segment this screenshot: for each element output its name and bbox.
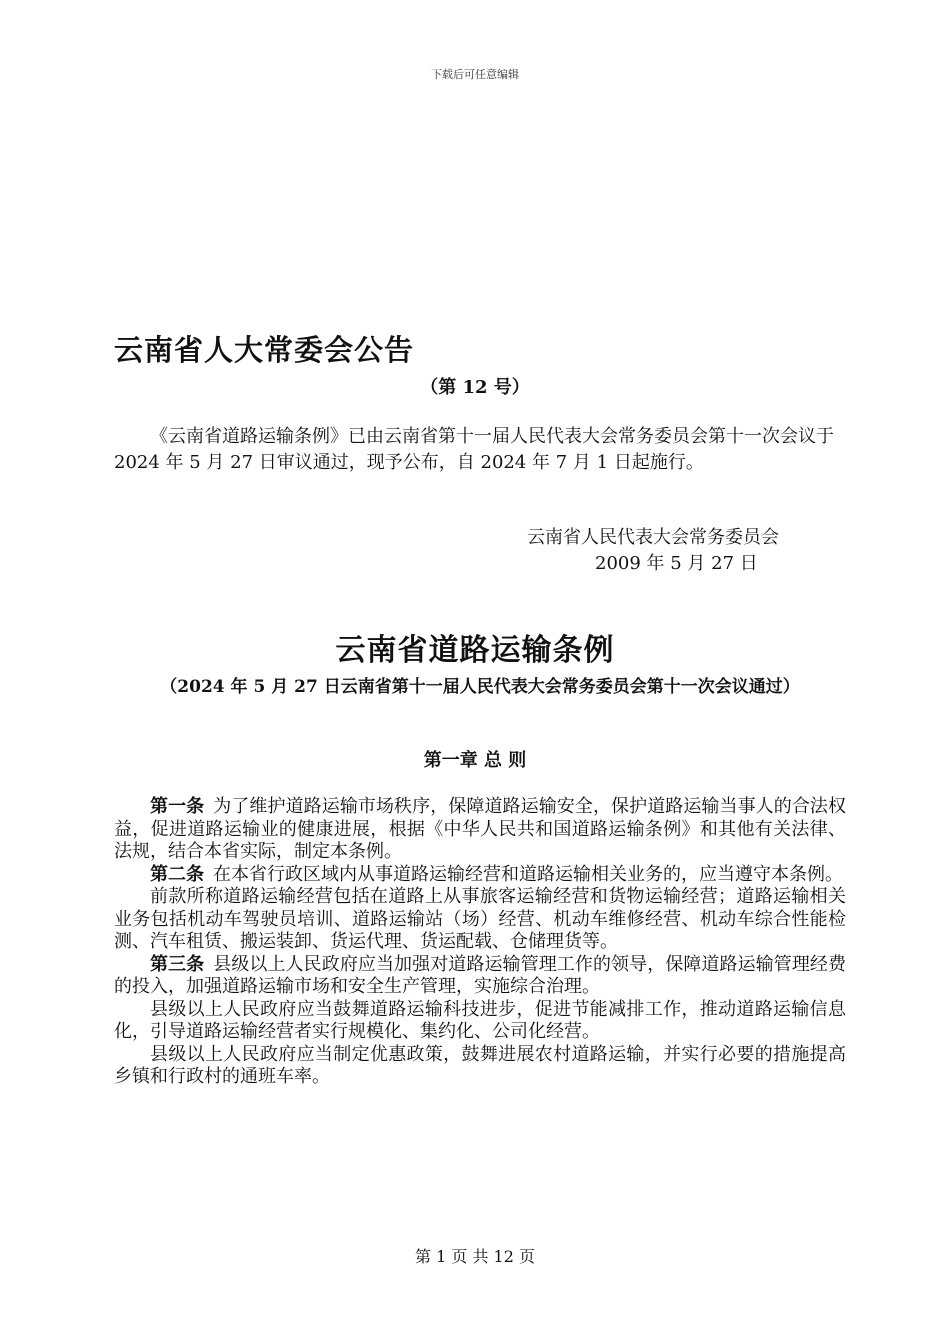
- regulation-subtitle: （2024 年 5 月 27 日云南省第十一届人民代表大会常务委员会第十一次会议通过）: [160, 677, 800, 697]
- article-label: 第一条: [150, 796, 205, 817]
- article-paragraph: [114, 796, 846, 864]
- article-list: [114, 796, 846, 1089]
- article-paragraph: [114, 999, 846, 1044]
- page-footer: 第 1 页 共 12 页: [415, 1247, 535, 1266]
- article-text: 县级以上人民政府应当鼓舞道路运输科技进步，促进节能减排工作，推动道路运输信息化，引导道路运输经营者实行规模化、集约化、公司化经营。: [114, 998, 846, 1042]
- article-text: 在本省行政区域内从事道路运输经营和道路运输相关业务的，应当遵守本条例。: [213, 863, 843, 885]
- article-paragraph: [114, 1044, 846, 1089]
- notice-number: （第 12 号）: [420, 377, 530, 398]
- notice-title: 云南省人大常委会公告: [114, 333, 415, 367]
- page-header-note: 下载后可任意编辑: [431, 68, 519, 81]
- article-text: 县级以上人民政府应当制定优惠政策，鼓舞进展农村道路运输，并实行必要的措施提高乡镇和行政村的通班车率。: [114, 1043, 846, 1087]
- article-paragraph: [114, 954, 846, 999]
- article-paragraph: [114, 886, 846, 954]
- signature-date: 2009 年 5 月 27 日: [595, 553, 758, 574]
- regulation-title: 云南省道路运输条例: [335, 633, 615, 668]
- article-text: 前款所称道路运输经营包括在道路上从事旅客运输经营和货物运输经营；道路运输相关业务包括机动车驾驶员培训、道路运输站（场）经营、机动车维修经营、机动车综合性能检测、汽车租赁、搬运装卸、货运代理、货运配载、仓储理货等。: [114, 886, 846, 952]
- article-text: 为了维护道路运输市场秩序，保障道路运输安全，保护道路运输当事人的合法权益，促进道路运输业的健康进展，根据《中华人民共和国道路运输条例》和其他有关法律、法规，结合本省实际，制定本条例。: [114, 796, 847, 862]
- signature-organization: 云南省人民代表大会常务委员会: [527, 527, 779, 548]
- article-paragraph: [114, 864, 846, 887]
- article-text: 县级以上人民政府应当加强对道路运输管理工作的领导，保障道路运输管理经费的投入，加强道路运输市场和安全生产管理，实施综合治理。: [114, 953, 847, 997]
- article-label: 第二条: [150, 863, 204, 885]
- notice-body: 《云南省道路运输条例》已由云南省第十一届人民代表大会常务委员会第十一次会议于 2024 年 5 月 27 日审议通过，现予公布，自 2024 年 7 月 1 日起施行。: [114, 426, 834, 473]
- article-label: 第三条: [150, 953, 205, 975]
- chapter-heading: 第一章 总 则: [423, 750, 527, 771]
